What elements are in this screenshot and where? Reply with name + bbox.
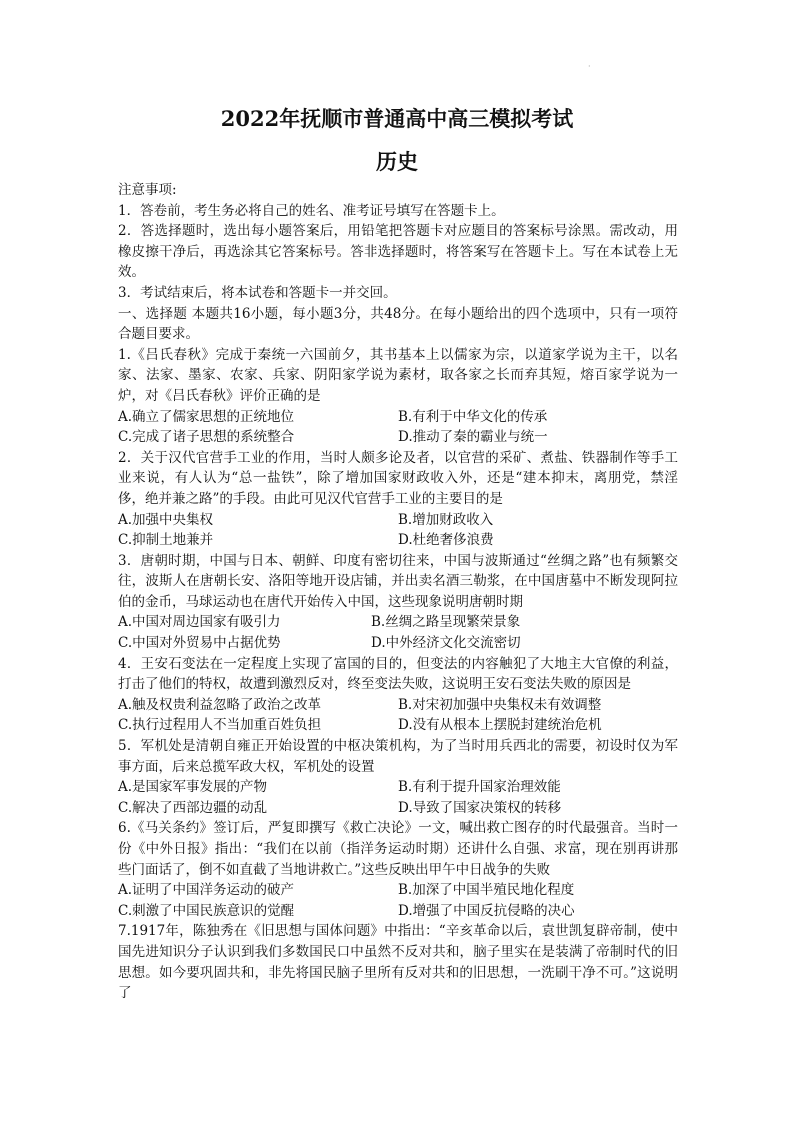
- option-c: C.中国对外贸易中占据优势: [118, 635, 281, 652]
- question-stem: 1.《吕氏春秋》完成于秦统一六国前夕，其书基本上以儒家为宗，以道家学说为主干，以名家、法家、墨家、农家、兵家、阴阳家学说为素材，取各家之长而弃其短，熔百家学说为一炉，对《吕氏春秋》评价正确的是: [118, 346, 678, 404]
- note-item: 1．答卷前，考生务必将自己的姓名、准考证号填写在答题卡上。: [118, 202, 505, 219]
- subject-title: 历史: [376, 149, 418, 174]
- option-d: D.中外经济文化交流密切: [371, 635, 521, 652]
- option-c: C.刺激了中国民族意识的觉醒: [118, 902, 295, 919]
- question-stem: 4．王安石变法在一定程度上实现了富国的目的，但变法的内容触犯了大地主大官僚的利益，打击了他们的特权，故遭到激烈反对，终至变法失败，这说明王安石变法失败的原因是: [118, 655, 678, 693]
- question-stem: 2．关于汉代官营手工业的作用，当时人颇多论及者，以官营的采矿、煮盐、铁器制作等手工业来说，有人认为“总一盐铁”，除了增加国家财政收入外，还是“建本抑末，离朋党，禁淫侈，绝并兼之路”的手段。由此可见汉代官营手工业的主要目的是: [118, 449, 678, 507]
- option-c: C.解决了西部边疆的动乱: [118, 799, 268, 816]
- note-item: 2．答选择题时，选出每小题答案后，用铅笔把答题卡对应题目的答案标号涂黑。需改动，用橡皮擦干净后，再选涂其它答案标号。答非选择题时，将答案写在答题卡上。写在本试卷上无效。: [118, 223, 678, 281]
- option-b: B.有利于提升国家治理效能: [398, 779, 561, 796]
- option-c: C.抑制土地兼并: [118, 532, 214, 549]
- question-stem: 3．唐朝时期，中国与日本、朝鲜、印度有密切往来，中国与波斯通过“丝绸之路”也有频繁交往，波斯人在唐朝长安、洛阳等地开设店铺，并出卖名酒三勒浆，在中国唐墓中不断发现阿拉伯的金币，马球运动也在唐代开始传入中国，这些现象说明唐朝时期: [118, 552, 678, 610]
- option-row: [118, 530, 678, 551]
- option-row: [118, 612, 678, 633]
- option-a: A.中国对周边国家有吸引力: [118, 614, 281, 631]
- question-stem: 7.1917年，陈独秀在《旧思想与国体问题》中指出：“辛亥革命以后，袁世凯复辟帝制，使中国先进知识分子认识到我们多数国民口中虽然不反对共和，脑子里实在是装满了帝制时代的旧思想。如今要巩固共和，非先将国民脑子里所有反对共和的旧思想，一洗刷干净不可。”这说明了: [118, 923, 678, 1002]
- option-b: B.加深了中国半殖民地化程度: [398, 882, 575, 899]
- option-d: D.杜绝奢侈浪费: [398, 532, 494, 549]
- option-b: B.增加财政收入: [398, 511, 494, 528]
- option-d: D.导致了国家决策权的转移: [398, 799, 562, 816]
- option-row: [118, 407, 678, 428]
- option-row: [118, 715, 678, 736]
- option-row: [118, 880, 678, 901]
- corner-dot-mark: ·: [588, 62, 591, 71]
- section-intro: 一、选择题 本题共16小题，每小题3分，共48分。在每小题给出的四个选项中，只有一项符合题目要求。: [118, 305, 678, 343]
- exam-title: 2022年抚顺市普通高中高三模拟考试: [220, 106, 574, 131]
- option-a: A.是国家军事发展的产物: [118, 779, 268, 796]
- option-row: [118, 777, 678, 798]
- option-b: B.丝绸之路呈现繁荣景象: [371, 614, 521, 631]
- option-row: [118, 427, 678, 448]
- option-a: A.加强中央集权: [118, 511, 214, 528]
- option-c: C.执行过程用人不当加重百姓负担: [118, 717, 322, 734]
- option-d: D.推动了秦的霸业与统一: [398, 429, 548, 446]
- option-b: B.有利于中华文化的传承: [398, 408, 548, 425]
- option-c: C.完成了诸子思想的系统整合: [118, 429, 295, 446]
- exam-content: [118, 180, 678, 1004]
- option-d: D.增强了中国反抗侵略的决心: [398, 902, 575, 919]
- option-d: D.没有从根本上摆脱封建统治危机: [398, 717, 602, 734]
- option-row: [118, 695, 678, 716]
- option-b: B.对宋初加强中央集权未有效调整: [398, 696, 602, 713]
- option-a: A.确立了儒家思想的正统地位: [118, 408, 295, 425]
- option-row: [118, 901, 678, 922]
- option-row: [118, 633, 678, 654]
- option-a: A.证明了中国洋务运动的破产: [118, 882, 295, 899]
- option-row: [118, 510, 678, 531]
- question-stem: 5．军机处是清朝自雍正开始设置的中枢决策机构，为了当时用兵西北的需要，初设时仅为军事方面，后来总揽军政大权，军机处的设置: [118, 738, 678, 775]
- note-item: 3．考试结束后，将本试卷和答题卡一并交回。: [118, 284, 397, 301]
- question-stem: 6.《马关条约》签订后，严复即撰写《救亡决论》一文，喊出救亡图存的时代最强音。当时一份《中外日报》指出：“我们在以前（指洋务运动时期）还讲什么自强、求富，现在别再讲那些门面话了，倒不如直截了当地讲救亡。”这些反映出甲午中日战争的失败: [118, 820, 678, 878]
- option-a: A.触及权贵利益忽略了政治之改革: [118, 696, 322, 713]
- option-row: [118, 798, 678, 819]
- notes-heading: 注意事项:: [118, 182, 177, 198]
